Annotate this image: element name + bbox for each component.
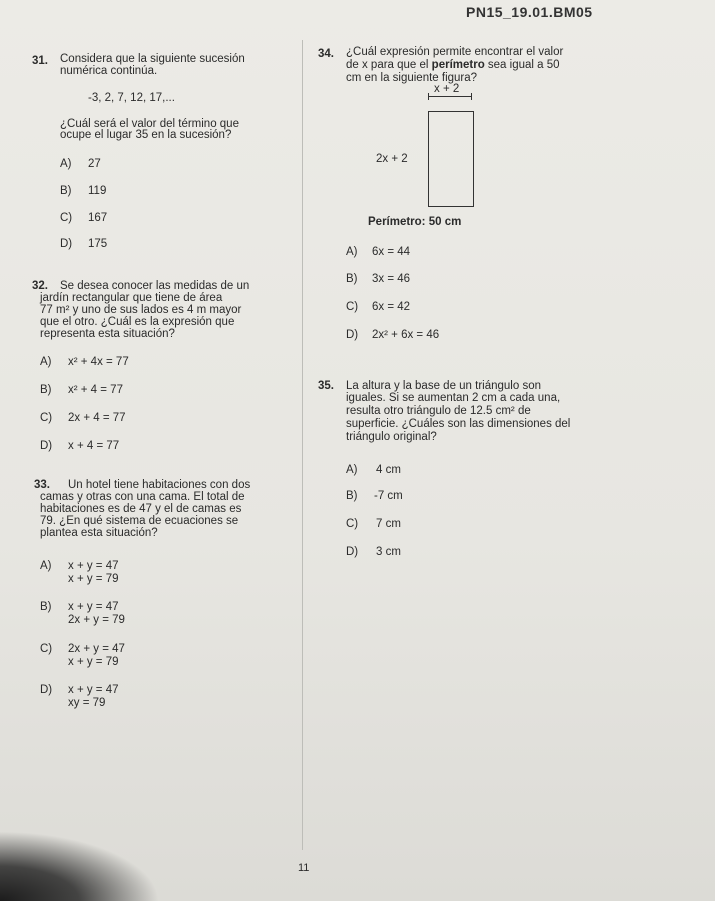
- q33-option-a-eq1[interactable]: x + y = 47: [68, 560, 119, 572]
- q32-stem-line1: Se desea conocer las medidas de un: [60, 280, 250, 292]
- q32-option-d[interactable]: x + 4 = 77: [68, 440, 120, 452]
- q31-stem-line2: numérica continúa.: [60, 65, 158, 77]
- q35-option-b[interactable]: -7 cm: [374, 490, 403, 502]
- q31-option-c-letter[interactable]: C): [60, 212, 73, 224]
- q35-option-c[interactable]: 7 cm: [376, 518, 401, 530]
- q33-stem-line5: plantea esta situación?: [40, 527, 158, 539]
- q34-option-a[interactable]: 6x = 44: [372, 246, 411, 258]
- q31-option-d[interactable]: 175: [88, 238, 108, 250]
- q35-option-d-letter[interactable]: D): [346, 546, 359, 558]
- q31-option-d-letter[interactable]: D): [60, 238, 73, 250]
- q31-option-c[interactable]: 167: [88, 212, 108, 224]
- q33-stem-line2: camas y otras con una cama. El total de: [40, 491, 245, 503]
- q35-option-c-letter[interactable]: C): [346, 518, 359, 530]
- q33-option-b-eq2[interactable]: 2x + y = 79: [68, 614, 125, 626]
- q31-question-line2: ocupe el lugar 35 en la sucesión?: [60, 129, 232, 141]
- q35-number: 35.: [318, 380, 334, 392]
- q35-option-a[interactable]: 4 cm: [376, 464, 401, 476]
- q34-option-a-letter[interactable]: A): [346, 246, 358, 258]
- q35-option-d[interactable]: 3 cm: [376, 546, 401, 558]
- q34-number: 34.: [318, 48, 334, 60]
- q34-option-b[interactable]: 3x = 46: [372, 273, 411, 285]
- q33-stem-line3: habitaciones es de 47 y el de camas es: [40, 503, 242, 515]
- page-number: 11: [298, 862, 310, 874]
- q34-stem-line3: cm en la siguiente figura?: [346, 72, 478, 84]
- q33-option-b-letter[interactable]: B): [40, 601, 52, 613]
- q33-option-c-eq2[interactable]: x + y = 79: [68, 656, 119, 668]
- q34-option-c-letter[interactable]: C): [346, 301, 359, 313]
- figure-top-label: x + 2: [434, 83, 460, 95]
- q33-option-c-letter[interactable]: C): [40, 643, 53, 655]
- q33-stem-line4: 79. ¿En qué sistema de ecuaciones se: [40, 515, 239, 527]
- q35-option-b-letter[interactable]: B): [346, 490, 358, 502]
- figure-top-dimension-line: [428, 96, 472, 97]
- q34-option-b-letter[interactable]: B): [346, 273, 358, 285]
- q34-stem-line2: [346, 59, 560, 71]
- figure-rectangle: [428, 111, 474, 207]
- q31-sequence: -3, 2, 7, 12, 17,...: [88, 92, 175, 104]
- q34-stem-line1: ¿Cuál expresión permite encontrar el valor: [346, 46, 564, 58]
- figure-perimeter-caption: Perímetro: 50 cm: [368, 216, 462, 228]
- q32-option-c-letter[interactable]: C): [40, 412, 53, 424]
- q32-option-a-letter[interactable]: A): [40, 356, 52, 368]
- q34-stem-line2-a: de x para que el: [346, 59, 432, 71]
- shadow-overlay: [0, 831, 160, 901]
- q35-stem-line2: iguales. Si se aumentan 2 cm a cada una,: [346, 392, 561, 404]
- q33-option-d-letter[interactable]: D): [40, 684, 53, 696]
- q31-number: 31.: [32, 55, 48, 67]
- q33-option-a-letter[interactable]: A): [40, 560, 52, 572]
- q34-option-c[interactable]: 6x = 42: [372, 301, 411, 313]
- q33-option-c-eq1[interactable]: 2x + y = 47: [68, 643, 125, 655]
- q35-stem-line5: triángulo original?: [346, 431, 437, 443]
- q33-number: 33.: [34, 479, 50, 491]
- q32-option-c[interactable]: 2x + 4 = 77: [68, 412, 126, 424]
- q32-option-d-letter[interactable]: D): [40, 440, 53, 452]
- q34-option-d[interactable]: 2x² + 6x = 46: [372, 329, 440, 341]
- q32-stem-line2: jardín rectangular que tiene de área: [40, 292, 223, 304]
- q35-option-a-letter[interactable]: A): [346, 464, 358, 476]
- q31-option-b[interactable]: 119: [88, 185, 107, 197]
- q34-option-d-letter[interactable]: D): [346, 329, 359, 341]
- q35-stem-line3: resulta otro triángulo de 12.5 cm² de: [346, 405, 531, 417]
- figure-side-label: 2x + 2: [376, 153, 408, 165]
- q31-stem-line1: Considera que la siguiente sucesión: [60, 53, 245, 65]
- q31-option-a-letter[interactable]: A): [60, 158, 72, 170]
- q33-stem-line1: Un hotel tiene habitaciones con dos: [68, 479, 251, 491]
- q32-number: 32.: [32, 280, 48, 292]
- q32-stem-line5: representa esta situación?: [40, 328, 175, 340]
- rectangle-figure: [376, 83, 518, 233]
- booklet-code: PN15_19.01.BM05: [466, 4, 593, 20]
- q32-stem-line3: 77 m² y uno de sus lados es 4 m mayor: [40, 304, 242, 316]
- q32-stem-line4: que el otro. ¿Cuál es la expresión que: [40, 316, 235, 328]
- q32-option-a[interactable]: x² + 4x = 77: [68, 356, 129, 368]
- q32-option-b[interactable]: x² + 4 = 77: [68, 384, 123, 396]
- q33-option-a-eq2[interactable]: x + y = 79: [68, 573, 119, 585]
- q32-option-b-letter[interactable]: B): [40, 384, 52, 396]
- column-divider: [302, 40, 303, 850]
- q33-option-d-eq2[interactable]: xy = 79: [68, 697, 106, 709]
- q35-stem-line4: superficie. ¿Cuáles son las dimensiones del: [346, 418, 571, 430]
- q34-stem-line2-c: sea igual a 50: [484, 59, 560, 71]
- q35-stem-line1: La altura y la base de un triángulo son: [346, 380, 541, 392]
- q31-option-a[interactable]: 27: [88, 158, 101, 170]
- q34-stem-perimetro: perímetro: [431, 59, 485, 71]
- q31-option-b-letter[interactable]: B): [60, 185, 72, 197]
- q31-question-line1: ¿Cuál será el valor del término que: [60, 118, 239, 130]
- q33-option-b-eq1[interactable]: x + y = 47: [68, 601, 119, 613]
- q33-option-d-eq1[interactable]: x + y = 47: [68, 684, 119, 696]
